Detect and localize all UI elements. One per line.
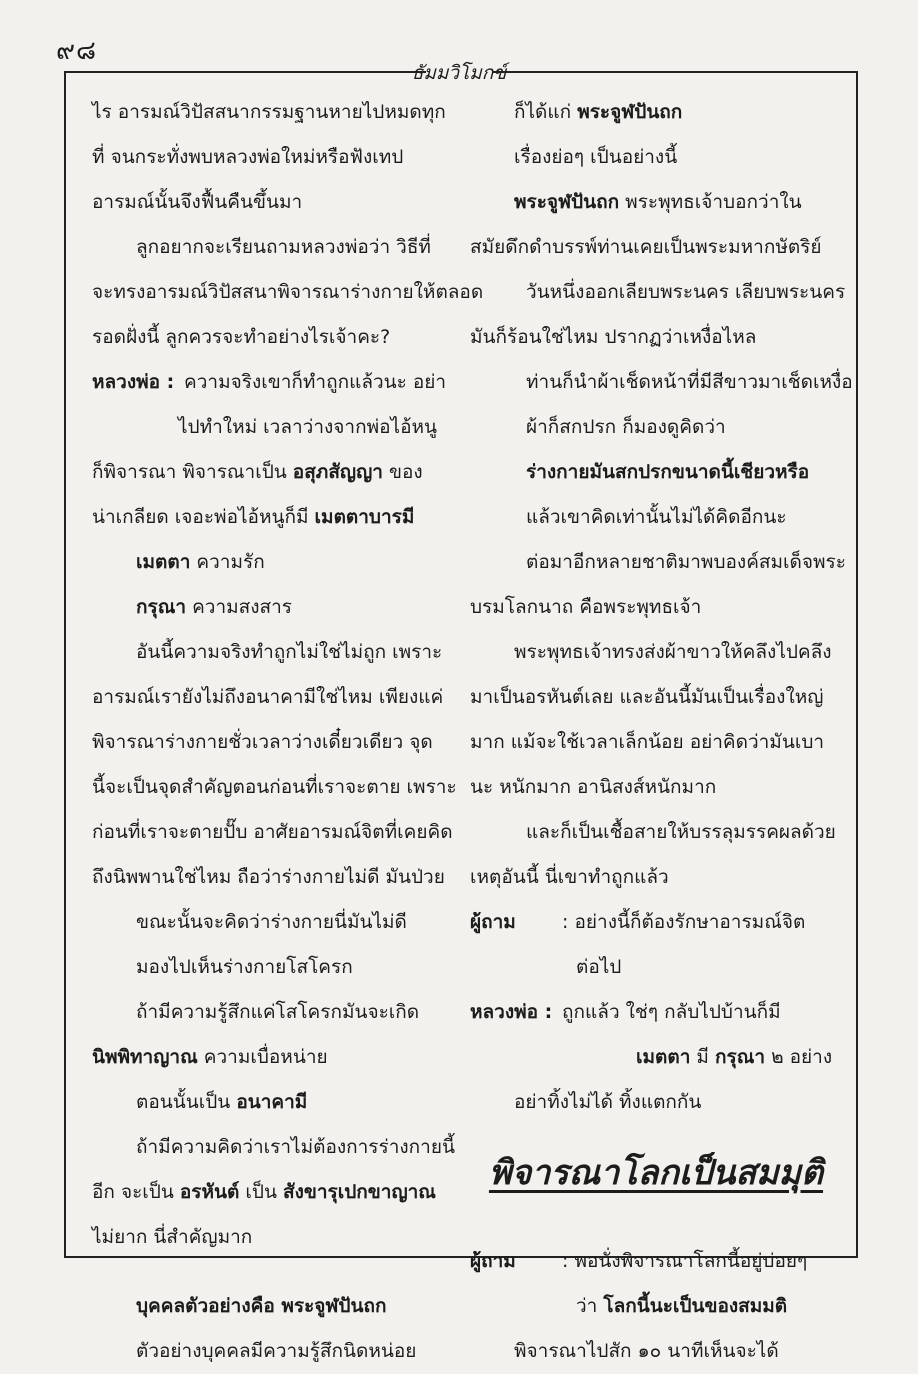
text-line: และก็เป็นเชื้อสายให้บรรลุมรรคผลด้วย <box>526 821 836 843</box>
text-line: เหตุอันนี้ นี่เขาทำถูกแล้ว <box>470 866 669 888</box>
text-line: อันนี้ความจริงทำถูกไม่ใช่ไม่ถูก เพราะ <box>136 641 443 663</box>
speaker-label: หลวงพ่อ : <box>470 1001 553 1023</box>
frame-left-border <box>64 71 66 1257</box>
term-asubha: อสุภสัญญา <box>292 461 383 483</box>
text-span: ๒ อย่าง <box>771 1046 833 1068</box>
text-line: ถ้ามีความคิดว่าเราไม่ต้องการร่างกายนี้ <box>136 1136 455 1158</box>
term-metta-barami: เมตตาบารมี <box>314 506 415 528</box>
term-anagami: อนาคามี <box>236 1091 308 1113</box>
text-line: เรื่องย่อๆ เป็นอย่างนี้ <box>514 146 678 168</box>
text-span: ความเบื่อหน่าย <box>203 1046 328 1068</box>
text-span: น่าเกลียด เจอะพ่อไอ้หนูก็มี <box>92 506 309 528</box>
text-line: จะทรงอารมณ์วิปัสสนาพิจารณาร่างกายให้ตลอด <box>92 281 484 303</box>
term-nibbida: นิพพิทาญาณ <box>92 1046 198 1068</box>
term-sankharupekkha: สังขารุเปกขาญาณ <box>283 1181 436 1203</box>
text-line <box>92 585 444 630</box>
text-span: อีก จะเป็น <box>92 1181 174 1203</box>
text-span: ตอนนั้นเป็น <box>136 1091 231 1113</box>
frame-right-border <box>856 71 858 1257</box>
page-number: ๙๘ <box>56 36 98 66</box>
text-line: ไม่ยาก นี่สำคัญมาก <box>92 1226 253 1248</box>
text-line: บรมโลกนาถ คือพระพุทธเจ้า <box>470 596 702 618</box>
text-span: พระพุทธเจ้าบอกว่าใน <box>625 191 802 213</box>
term-karuna: กรุณา <box>715 1046 766 1068</box>
text-line: นี้จะเป็นจุดสำคัญตอนก่อนที่เราจะตาย เพราะ <box>92 776 457 798</box>
text-span: มี <box>696 1046 709 1068</box>
text-line <box>470 90 842 135</box>
right-column <box>470 90 853 1374</box>
dialogue-line <box>470 900 842 945</box>
text-line: สมัยดึกดำบรรพ์ท่านเคยเป็นพระมหากษัตริย์ <box>470 236 822 258</box>
text-line: ที่ จนกระทั่งพบหลวงพ่อใหม่หรือฟังเทป <box>92 146 404 168</box>
dialogue-text: ความจริงเขาก็ทำถูกแล้วนะ อย่า <box>184 371 447 393</box>
text-line <box>92 1080 444 1125</box>
term-culapanthaka: พระจูฬปันถก <box>514 191 620 213</box>
text-line: แล้วเขาคิดเท่านั้นไม่ได้คิดอีกนะ <box>526 506 787 528</box>
text-line <box>92 450 444 495</box>
text-span: ของ <box>389 461 423 483</box>
speaker-label: หลวงพ่อ : <box>92 371 175 393</box>
text-line: มาก แม้จะใช้เวลาเล็กน้อย อย่าคิดว่ามันเบา <box>470 731 825 753</box>
text-line: มองไปเห็นร่างกายโสโครก <box>136 956 353 978</box>
text-line <box>470 180 842 225</box>
text-line: ไปทำใหม่ เวลาว่างจากพ่อไอ้หนู <box>178 416 437 438</box>
term-karuna: กรุณา <box>136 596 187 618</box>
dialogue-line <box>470 990 842 1035</box>
dialogue-text: : อย่างนี้ก็ต้องรักษาอารมณ์จิต <box>562 911 806 933</box>
text-line <box>92 495 444 540</box>
text-line: อย่าทิ้งไม่ได้ ทิ้งแตกกัน <box>514 1091 702 1113</box>
dialogue-text: : พอนั่งพิจารณาโลกนี้อยู่บ่อยๆ <box>562 1250 808 1272</box>
text-span: ก็ได้แก่ <box>514 101 572 123</box>
text-line: ตัวอย่างบุคคลมีความรู้สึกนิดหน่อย <box>136 1340 417 1362</box>
text-span: ว่า <box>576 1295 598 1317</box>
header-rule-right <box>492 71 858 73</box>
text-line: ถ้ามีความรู้สึกแค่โสโครกมันจะเกิด <box>136 1001 420 1023</box>
text-line: พระพุทธเจ้าทรงส่งผ้าขาวให้คลึงไปคลึง <box>514 641 832 663</box>
text-line: ต่อไป <box>576 956 622 978</box>
dialogue-line <box>92 360 447 405</box>
subheading: บุคคลตัวอย่างคือ พระจูฬปันถก <box>136 1295 387 1317</box>
text-line: นะ หนักมาก อานิสงส์หนักมาก <box>470 776 717 798</box>
text-line: อารมณ์เรายังไม่ถึงอนาคามีใช่ไหม เพียงแค่ <box>92 686 444 708</box>
text-line: ท่านก็นำผ้าเช็ดหน้าที่มีสีขาวมาเช็ดเหงื่อ <box>526 371 853 393</box>
dialogue-line <box>470 1239 842 1284</box>
text-span: ก็พิจารณา พิจารณาเป็น <box>92 461 287 483</box>
text-line: ต่อมาอีกหลายชาติมาพบองค์สมเด็จพระ <box>526 551 846 573</box>
running-header: ธัมมวิโมกข์ <box>411 62 507 84</box>
section-title: พิจารณาโลกเป็นสมมุติ <box>488 1153 824 1193</box>
dialogue-text: ถูกแล้ว ใช่ๆ กลับไปบ้านก็มี <box>562 1001 781 1023</box>
speaker-label: ผู้ถาม <box>470 911 516 933</box>
text-line: ขณะนั้นจะคิดว่าร่างกายนี่มันไม่ดี <box>136 911 407 933</box>
text-line: วันหนึ่งออกเลียบพระนคร เลียบพระนคร <box>526 281 846 303</box>
text-span: ความสงสาร <box>192 596 292 618</box>
text-line <box>470 1035 842 1080</box>
text-line: พิจารณาไปสัก ๑๐ นาทีเห็นจะได้ <box>514 1340 779 1362</box>
term-culapanthaka: พระจูฬปันถก <box>577 101 683 123</box>
left-column <box>92 90 484 1374</box>
text-line: พิจารณาร่างกายชั่วเวลาว่างเดี๋ยวเดียว จุด <box>92 731 433 753</box>
term-metta: เมตตา <box>136 551 191 573</box>
text-span: เป็น <box>245 1181 277 1203</box>
text-line: ลูกอยากจะเรียนถามหลวงพ่อว่า วิธีที่ <box>136 236 431 258</box>
text-line <box>92 1035 444 1080</box>
text-line: ถึงนิพพานใช่ไหม ถือว่าร่างกายไม่ดี มันป่วย <box>92 866 445 888</box>
text-line: มันก็ร้อนใช่ไหม ปรากฏว่าเหงื่อไหล <box>470 326 757 348</box>
text-line: ก่อนที่เราจะตายปั๊บ อาศัยอารมณ์จิตที่เคยคิด <box>92 821 453 843</box>
text-line: ไร อารมณ์วิปัสสนากรรมฐานหายไปหมดทุก <box>92 101 446 123</box>
text-line <box>470 1284 842 1329</box>
text-line: ร่างกายมันสกปรกขนาดนี้เชียวหรือ <box>526 461 810 483</box>
term-sammuti: โลกนี้นะเป็นของสมมติ <box>603 1295 788 1317</box>
text-line <box>92 1170 444 1215</box>
text-line: มาเป็นอรหันต์เลย และอันนี้มันเป็นเรื่องใหญ่ <box>470 686 824 708</box>
text-line: รอดฝั่งนี้ ลูกควรจะทำอย่างไรเจ้าคะ? <box>92 326 391 348</box>
text-line <box>92 540 444 585</box>
term-metta: เมตตา <box>636 1046 691 1068</box>
speaker-label: ผู้ถาม <box>470 1250 516 1272</box>
text-span: ความรัก <box>196 551 265 573</box>
term-arahant: อรหันต์ <box>179 1181 240 1203</box>
text-line: อารมณ์นั้นจึงฟื้นคืนขึ้นมา <box>92 191 303 213</box>
text-line: ผ้าก็สกปรก ก็มองดูคิดว่า <box>526 416 726 438</box>
